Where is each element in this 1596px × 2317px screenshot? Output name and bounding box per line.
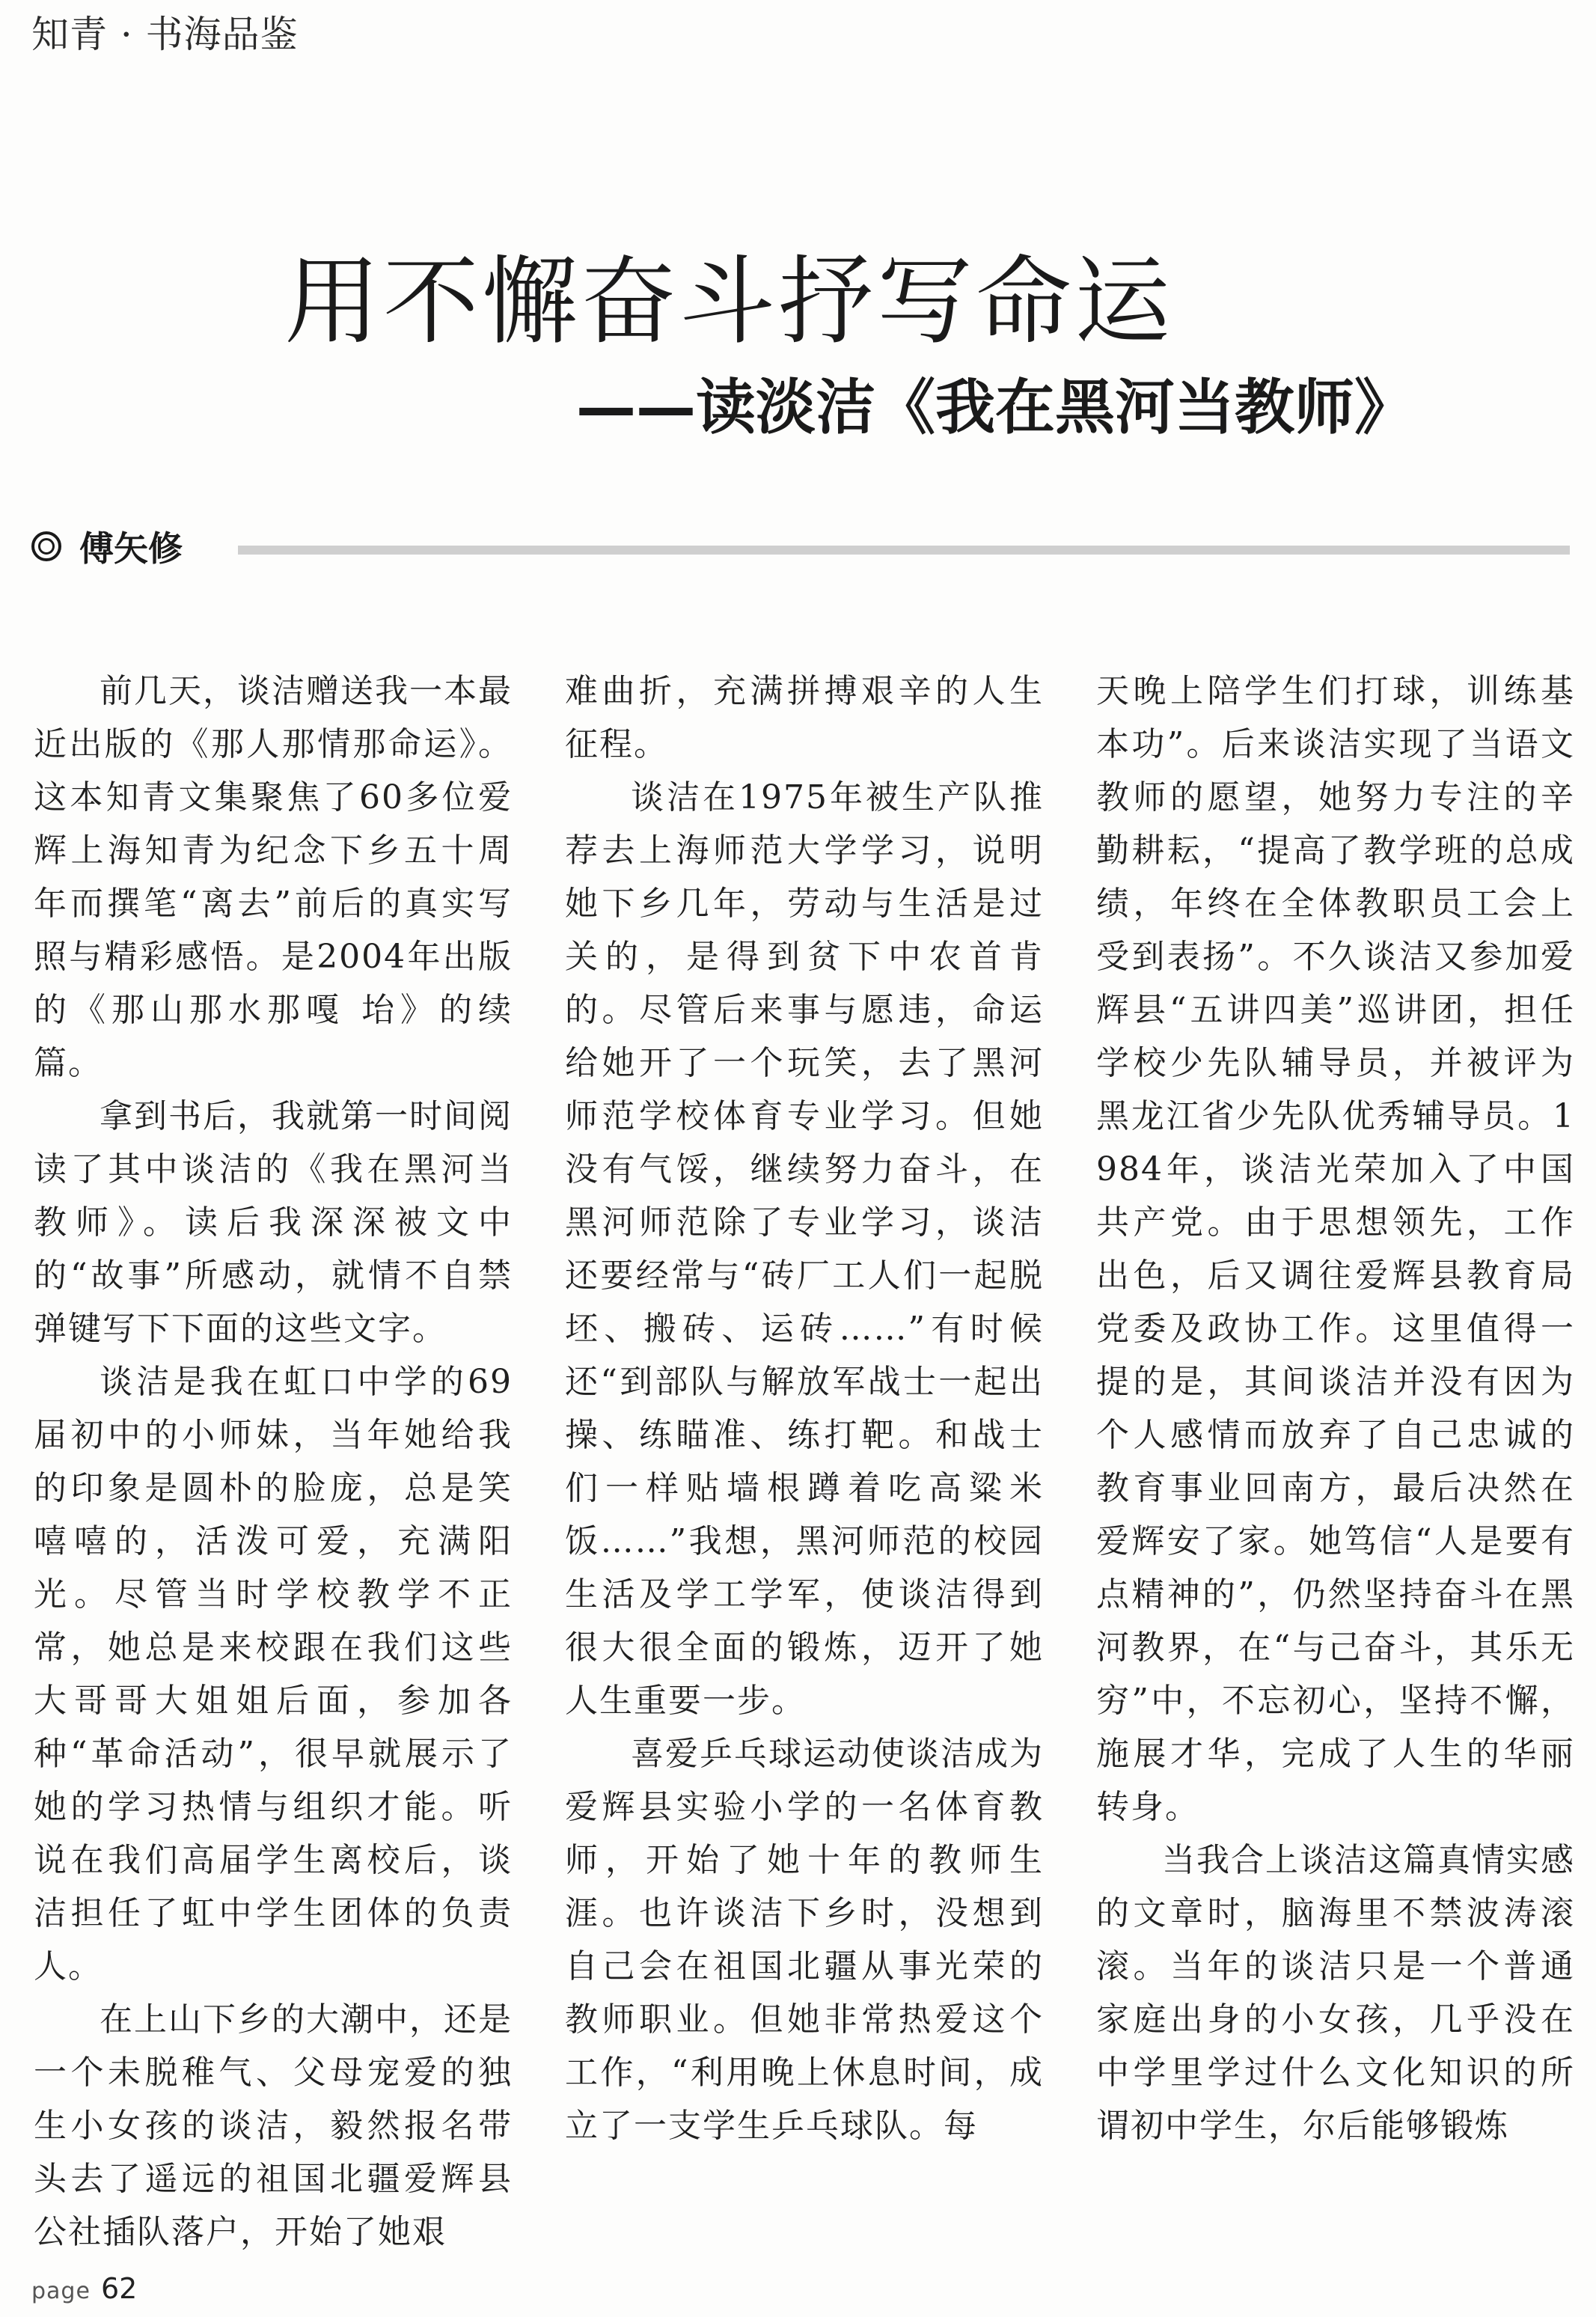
paragraph: 喜爱乒乓球运动使谈洁成为爱辉县实验小学的一名体育教师，开始了她十年的教师生涯。也许谈洁下乡时，没想到自己会在祖国北疆从事光荣的教师职业。但她非常热爱这个工作，“利用晚上休息时间，成立了一支学生乒乓球队。每 xyxy=(565,1735,1044,2145)
page-number: 62 xyxy=(100,2272,138,2305)
paragraph: 难曲折，充满拼搏艰辛的人生征程。 xyxy=(565,672,1044,763)
column-2 xyxy=(565,665,1044,2206)
paragraph: 在上山下乡的大潮中，还是一个未脱稚气、父母宠爱的独生小女孩的谈洁，毅然报名带头去了遥远的祖国北疆爱辉县公社插队落户，开始了她艰 xyxy=(34,2000,513,2251)
paragraph: 前几天，谈洁赠送我一本最近出版的《那人那情那命运》。这本知青文集聚焦了60多位爱辉上海知青为纪念下乡五十周年而撰笔“离去”前后的真实写照与精彩感悟。是2004年出版的《那山那水那嘎 坮》的续篇。 xyxy=(34,672,513,1082)
paragraph: 谈洁是我在虹口中学的69届初中的小师妹，当年她给我的印象是圆朴的脸庞，总是笑嘻嘻的，活泼可爱，充满阳光。尽管当时学校教学不正常，她总是来校跟在我们这些大哥哥大姐姐后面，参加各种“革命活动”，很早就展示了她的学习热情与组织才能。听说在我们高届学生离校后，谈洁担任了虹中学生团体的负责人。 xyxy=(34,1363,513,1985)
column-1 xyxy=(34,665,513,2251)
byline xyxy=(31,522,183,571)
page-label: page xyxy=(31,2278,91,2304)
column-3 xyxy=(1096,665,1575,2206)
double-circle-icon xyxy=(31,531,61,561)
author-name: 傅矢修 xyxy=(79,528,183,569)
byline-divider xyxy=(238,546,1570,555)
paragraph: 拿到书后，我就第一时间阅读了其中谈洁的《我在黑河当教师》。读后我深深被文中的“故事”所感动，就情不自禁弹键写下下面的这些文字。 xyxy=(34,1097,513,1348)
article-body xyxy=(34,665,1575,2251)
paragraph: 天晚上陪学生们打球，训练基本功”。后来谈洁实现了当语文教师的愿望，她努力专注的辛勤耕耘，“提高了教学班的总成绩，年终在全体教职员工会上受到表扬”。不久谈洁又参加爱辉县“五讲四美”巡讲团，担任学校少先队辅导员，并被评为黑龙江省少先队优秀辅导员。1984年，谈洁光荣加入了中国共产党。由于思想领先，工作出色，后又调往爱辉县教育局党委及政协工作。这里值得一提的是，其间谈洁并没有因为个人感情而放弃了自己忠诚的教育事业回南方，最后决然在爱辉安了家。她笃信“人是要有点精神的”，仍然坚持奋斗在黑河教界，在“与己奋斗，其乐无穷”中，不忘初心，坚持不懈，施展才华，完成了人生的华丽转身。 xyxy=(1096,672,1575,1826)
paragraph: 当我合上谈洁这篇真情实感的文章时，脑海里不禁波涛滚滚。当年的谈洁只是一个普通家庭出身的小女孩，几乎没在中学里学过什么文化知识的所谓初中学生，尔后能够锻炼 xyxy=(1096,1841,1575,2145)
article-subtitle: ——读淡洁《我在黑河当教师》 xyxy=(576,373,1414,442)
running-header: 知青 · 书海品鉴 xyxy=(31,13,299,56)
page-footer xyxy=(31,2272,137,2305)
paragraph: 谈洁在1975年被生产队推荐去上海师范大学学习，说明她下乡几年，劳动与生活是过关的，是得到贫下中农首肯的。尽管后来事与愿违，命运给她开了一个玩笑，去了黑河师范学校体育专业学习。但她没有气馁，继续努力奋斗，在黑河师范除了专业学习，谈洁还要经常与“砖厂工人们一起脱坯、搬砖、运砖……”有时候还“到部队与解放军战士一起出操、练瞄准、练打靶。和战士们一样贴墙根蹲着吃高粱米饭……”我想，黑河师范的校园生活及学工学军，使谈洁得到很大很全面的锻炼，迈开了她人生重要一步。 xyxy=(565,778,1044,1720)
article-title: 用不懈奋斗抒写命运 xyxy=(284,246,1174,358)
